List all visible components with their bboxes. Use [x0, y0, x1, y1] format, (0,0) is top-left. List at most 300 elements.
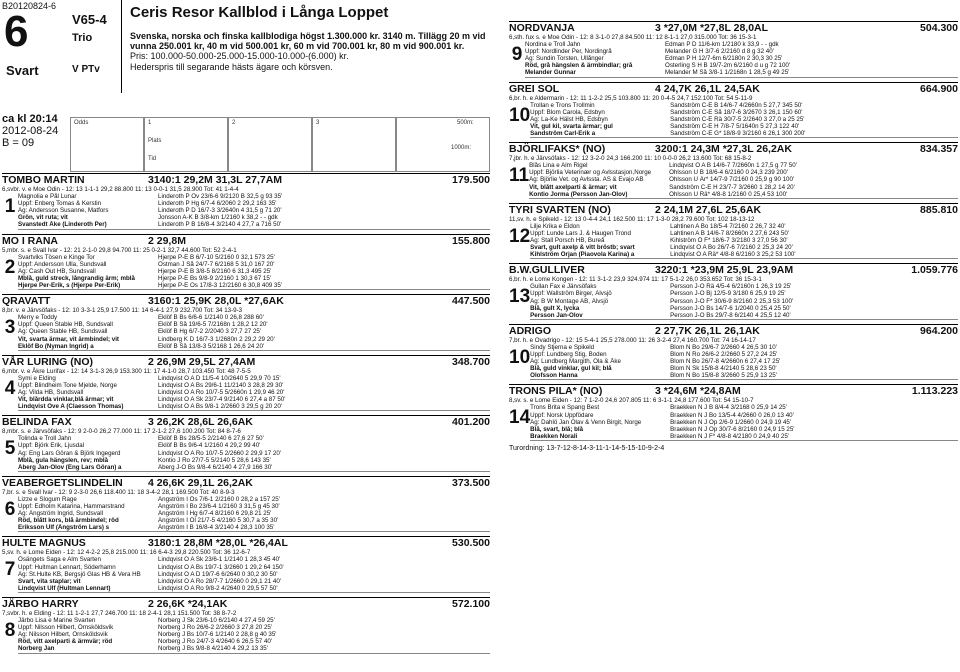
n1-label: 1: [148, 120, 152, 126]
horse-header: [509, 324, 958, 337]
horse-entry: [509, 324, 958, 381]
start-result: Sandström C-E H 23/7-7 3/2660 1 28,2 14 20': [669, 183, 795, 191]
horse-body: [509, 223, 958, 259]
horse-entry: [509, 203, 958, 260]
start-result: Norberg J Sk 23/6-10 6/2140 4 27,4 59 25': [158, 617, 275, 625]
horse-earnings: 530.500: [452, 537, 490, 550]
start-result: Lindqvist O A Sk 23/6-1 1/2140 1 28,3 45 40': [158, 556, 281, 564]
horse-header: [2, 536, 490, 549]
start-row: [18, 624, 490, 631]
start-row: [530, 130, 958, 138]
horse-detail: Vit, blårdda vinklar,blå ärmar; vit: [18, 396, 114, 404]
start-row: [530, 116, 958, 123]
horse-record: 2 27,7K 26,1L 26,1AK: [655, 324, 760, 337]
horse-detail: Hjerpe Per-Erik, s (Hjerpe Per-Erik): [18, 282, 121, 290]
start-result: Ängström I Bo 23/6-4 1/2160 3 31,5 g 45 30': [158, 503, 280, 510]
start-result: Lindqvist O A Ro 10/7-5 2/2660 2 29,9 17 20': [158, 449, 281, 457]
horse-header: [509, 384, 958, 397]
start-number: 5: [4, 438, 16, 460]
start-result: Eklöf B Så 13/8-3 5/2168 1 26,6 24 20': [158, 342, 265, 350]
horse-earnings: 1.059.776: [911, 264, 958, 277]
horse-detail: Lilje Krika e Eldon: [530, 222, 580, 230]
horse-detail: Eklöf Bo (Nyman Ingrid) a: [18, 342, 94, 350]
horse-detail: Symi e Elding: [18, 374, 56, 382]
start-row: [530, 351, 958, 358]
start-row: [530, 290, 958, 297]
start-result: Lindqvist O A Ro 9/8-2 4/2640 0 29,5 57 50': [158, 584, 278, 592]
horse-detail: Blå, guld vinklar, gul kil; blå: [530, 365, 612, 373]
horse-record: 3200:1 24,3M *27,3L 26,2AK: [655, 143, 792, 156]
horse-entry: [509, 384, 958, 441]
tid-label: Tid: [148, 156, 157, 162]
start-result: Eklöf B Så 19/6-5 7/2168n 1 28,2 12 20': [158, 321, 268, 329]
horse-stats: 5,sv. h. e Lome Eiden - 12: 12 4-2-2 25,8 215.000 11: 16 6-4-3 29,8 220.500 Tot: 36 12-6-7: [2, 549, 251, 557]
start-row: [18, 503, 490, 510]
start-result: Lahtinen A Bo 18/5-4 7/2160 2 26,7 32 40': [670, 222, 786, 230]
horse-entry: [2, 173, 490, 230]
horse-stats: 8,sv. s. e Lome Eiden - 12: 7 1-2-0 24,6 207.805 11: 6 3-1-1 24,8 177.600 Tot: 54 15-10-7: [509, 397, 754, 405]
start-row: [18, 645, 490, 653]
horse-earnings: 964.200: [920, 324, 958, 337]
start-result: Ängström I B 16/8-4 3/2140 4 28,3 100 35': [158, 524, 275, 532]
horse-entry: [2, 536, 490, 593]
start-row: [18, 496, 490, 503]
horse-record: 3140:1 29,2M 31,3L 27,7AM: [148, 174, 283, 186]
horse-column-left: [2, 173, 490, 658]
horse-name: VEABERGETSLINDELIN: [2, 476, 123, 489]
start-result: Melander M Så 3/8-1 1/2168n 1 28,5 g 49 25': [665, 69, 790, 77]
start-row: [525, 48, 958, 55]
horse-record: 2 26,6K *24,1AK: [148, 597, 228, 610]
horse-earnings: 155.800: [452, 234, 490, 247]
start-row: [18, 396, 490, 403]
n2-box: [228, 117, 312, 172]
horse-record: 3 26,2K 28,6L 26,6AK: [148, 416, 253, 429]
start-result: Blom N Bo 26/7-8 4/2660n 6 27,4 17 25': [670, 358, 781, 366]
horse-detail: Grön, vit ruta; vit: [18, 214, 68, 222]
horse-entry: [2, 234, 490, 291]
horse-body: [509, 404, 958, 440]
start-result: Persson J-O Bs 14/7-6 1/2040 0 25,4 25 50': [670, 304, 791, 312]
horse-detail: Mblå, gula hängslen, rev; mblå: [18, 456, 109, 464]
start-row: [530, 412, 958, 419]
horse-header: [2, 355, 490, 368]
start-result: Norberg J Bs 10/7-6 1/2140 2 28,8 g 40 35': [158, 631, 277, 639]
horse-earnings: 504.300: [920, 22, 958, 34]
start-row: [18, 261, 490, 268]
horse-detail: Ösängets Saga e Alm Svarten: [18, 556, 101, 564]
horse-detail: Uppf: Björk Erik, Ljusdal: [18, 442, 85, 450]
horse-header: [2, 234, 490, 247]
start-number: 1: [4, 196, 16, 218]
start-result: Ohlsson U B 18/6-4 6/2160 0 24,3 239 200': [669, 169, 788, 177]
horse-detail: Blås Lina e Alm Rigel: [529, 162, 588, 170]
horse-body: [2, 314, 490, 350]
horse-detail: Vit, svarta ärmar, vit ärmbindel; vit: [18, 335, 119, 343]
race-date: 2012-08-24: [2, 125, 59, 137]
horse-detail: Uppf: Enberg Tomas & Kerstin: [18, 200, 102, 208]
start-result: Edman P H 12/7-6m 6/2180n 2 30,3 30 25': [665, 55, 783, 63]
horse-name: QRAVATT: [2, 295, 51, 308]
horse-earnings: 179.500: [452, 174, 490, 186]
horse-entry: [2, 355, 490, 412]
horse-name: TYRI SVARTEN (NO): [509, 203, 611, 216]
horse-record: 3 *27,0M *27,8L 28,0AL: [655, 22, 769, 34]
start-number: 11: [509, 165, 530, 187]
start-result: Persson J-O Bj 12/5-9 3/180 6 25,9 19 25': [670, 290, 786, 298]
horse-detail: Tolinda e Troll Jahn: [18, 435, 72, 443]
horse-earnings: 572.100: [452, 597, 490, 610]
horse-name: VÅR LURING (NO): [2, 355, 93, 368]
horse-detail: Äg: Nilsson Hilbert, Örnsköldsvik: [18, 631, 108, 639]
start-row: [530, 251, 958, 259]
horse-name: BELINDA FAX: [2, 416, 72, 429]
start-result: Lindqvist O A Ro 28/7-7 1/2660 0 29,1 21 40': [158, 577, 281, 585]
horse-detail: Persson Jan-Olov: [530, 311, 583, 319]
start-result: Persson J-O F* 30/6-9 8/2160 2 25,3 53 100': [670, 297, 794, 305]
game-type: Trio: [72, 32, 93, 44]
start-result: Lindqvist O A B 14/6-7 7/2660n 1 27,5 g 77 50': [669, 162, 797, 170]
n2-label: 2: [232, 120, 236, 126]
start-row: [18, 510, 490, 517]
horse-record: 3 *24,6M *24,8AM: [655, 385, 741, 398]
horse-detail: Äg: Dahlö Jan Olav & Venn Birgit, Norge: [530, 418, 642, 426]
horse-name: HULTE MAGNUS: [2, 537, 86, 550]
race-id: B20120824-6: [2, 1, 57, 11]
horse-detail: Melander Gunnar: [525, 69, 576, 77]
horse-detail: Uppf: Lunde Lars J. & Haugen Trond: [530, 229, 631, 237]
start-row: [18, 193, 490, 200]
horse-detail: Trollan e Trons Trollmin: [530, 101, 595, 109]
start-result: Lindqvist O A Bs 29/6-1 11/2140 3 28,8 29 30': [158, 381, 284, 389]
horse-detail: Braekken Norali: [530, 432, 578, 440]
start-row: [525, 41, 958, 48]
horse-name: ADRIGO: [509, 324, 551, 337]
horse-name: TRONS PILA* (NO): [509, 385, 603, 398]
horse-detail: Gullan Fax e Järvsöfaks: [530, 283, 597, 291]
start-result: Norberg J Bs 9/8-8 4/2140 4 29,2 13 35': [158, 645, 268, 653]
horse-record: 2 24,1M 27,6L 25,6AK: [655, 203, 762, 216]
start-row: [530, 237, 958, 244]
start-result: Östman J Så 24/7-7 6/2168 5 31,0 167 20': [158, 260, 275, 268]
horse-body: [2, 375, 490, 411]
start-row: [18, 268, 490, 275]
game-code: V65-4: [72, 12, 107, 27]
race-b: B = 09: [2, 137, 35, 149]
horse-header: [509, 142, 958, 155]
start-number: 7: [4, 559, 16, 581]
start-row: [18, 254, 490, 261]
plats-box: [144, 117, 228, 172]
start-number: 6: [4, 498, 16, 520]
n3-label: 3: [316, 120, 320, 126]
horse-column-right: [509, 21, 958, 452]
horse-name: MO I RANA: [2, 234, 58, 247]
start-number: 3: [4, 317, 16, 339]
horse-detail: Olofsson Hanna: [530, 372, 578, 380]
start-row: [18, 207, 490, 214]
start-row: [529, 162, 958, 169]
start-row: [530, 230, 958, 237]
horse-lines: [530, 102, 958, 138]
start-row: [18, 556, 490, 563]
start-row: [530, 312, 958, 320]
split-box: [396, 117, 490, 172]
horse-record: 2 26,9M 29,5L 27,4AM: [148, 355, 256, 368]
horse-detail: Uppf: Nordlinder Per, Nordingrå: [525, 48, 612, 56]
start-result: Blom N Sk 15/8-8 4/2140 5 28,6 23 50': [670, 365, 777, 373]
race-conditions: Svenska, norska och finska kallblodiga högst 1.300.000 kr. 3140 m. Tillägg 20 m vid vunna 250.001 kr, 40 m vid 500.001 kr, 60 m vid 700.001 kr, 80 m vid 900.001 kr.: [130, 31, 486, 52]
horse-header: [2, 294, 490, 307]
horse-detail: Uppf: Lundberg Stig, Boden: [530, 351, 607, 358]
horse-detail: Uppf: Blindheim Tone Mjelde, Norge: [18, 381, 117, 389]
game-ptv: V PTv: [72, 64, 100, 75]
start-row: [530, 358, 958, 365]
horse-lines: [530, 283, 958, 319]
horse-entry: [2, 476, 490, 533]
race-info: [2, 113, 58, 149]
start-row: [530, 102, 958, 109]
start-row: [18, 282, 490, 290]
start-row: [18, 343, 490, 351]
horse-lines: [18, 375, 490, 411]
start-row: [530, 244, 958, 251]
start-result: Jonsson A-K B 3/8-km 1/2160 k 38,2 - - gdk: [158, 214, 278, 222]
horse-lines: [529, 162, 958, 198]
horse-entry: [509, 82, 958, 139]
horse-detail: Äg: Vilda HB, Sundsvall: [18, 388, 84, 396]
m500-label: 500m:: [457, 120, 474, 126]
race-number: 6: [4, 7, 29, 56]
start-result: Blom N Ro 26/6-2 2/2660 5 27,2 24 25': [670, 351, 778, 358]
horse-record: 4 24,7K 26,1L 24,5AK: [655, 82, 760, 95]
start-result: Hjerpe P-E B 6/7-10 5/2160 0 32,1 573 25': [158, 253, 275, 261]
horse-header: [509, 203, 958, 216]
horse-earnings: 885.810: [920, 203, 958, 216]
start-number: 9: [511, 44, 523, 66]
horse-lines: [18, 496, 490, 532]
race-prizes: Pris: 100.000-50.000-25.000-15.000-10.000-(6.000) kr.: [130, 51, 349, 62]
horse-detail: Uppf: Edholm Katarina, Hammarstrand: [18, 503, 125, 510]
horse-detail: Eriksson Ulf (Ängström Lars) s: [18, 524, 110, 532]
horse-body: [509, 283, 958, 319]
start-result: Hjerpe P-E Os 17/8-3 12/2160 6 30,8 409 35': [158, 282, 282, 290]
horse-detail: Svart, vita staplar; vit: [18, 577, 81, 585]
start-row: [530, 372, 958, 380]
horse-stats: 11,sv. h. e Spikeld - 12: 13 0-4-4 24,1 162.500 11: 17 1-3-0 28,2 79.600 Tot: 102 18-13-12: [509, 215, 755, 223]
horse-detail: Vit, gul kil, svarta ärmar; gul: [530, 122, 613, 130]
horse-detail: Sandström Carl-Erik a: [530, 130, 596, 138]
start-row: [530, 305, 958, 312]
start-row: [529, 169, 958, 176]
horse-detail: Röd, grå hängslen & ärmbindlar; grå: [525, 62, 633, 70]
horse-detail: Uppf: Queen Stable HB, Sundsvall: [18, 321, 113, 329]
start-result: Ohlsson U Rä* 4/8-8 1/2160 0 25,4 53 100': [669, 190, 788, 198]
start-result: Linderoth P B 16/8-4 3/2140 4 27,7 a 716 50': [158, 221, 282, 229]
start-result: Lindqvist O A D 11/5-4 10/2640 5 29,9 70 15': [158, 374, 281, 382]
start-number: 13: [509, 286, 531, 308]
start-number: 10: [509, 346, 531, 368]
start-row: [18, 200, 490, 207]
horse-detail: Svart, gult axelp & vitt bröstb; svart: [530, 244, 635, 252]
odds-box: [70, 117, 144, 172]
horse-detail: Äg: Sundin Torsten, Ullånger: [525, 55, 604, 63]
horse-detail: Svartviks Tösen e Kinge Tor: [18, 253, 95, 261]
horse-detail: Röd, vitt axelparti & ärmvär; röd: [18, 638, 113, 646]
horse-detail: Äg: Cash Out HB, Sundsvall: [18, 267, 96, 275]
horse-detail: Uppf: Wallström Birger, Älvsjö: [530, 290, 612, 298]
start-result: Österling S H B 19/7-2m 6/2160 d u g 72 100': [665, 62, 791, 70]
horse-detail: Uppf: Blom Carola, Edsbyn: [530, 108, 605, 116]
horse-header: [2, 597, 490, 610]
horse-detail: Uppf: Andersson Ulla, Sundsvall: [18, 260, 107, 268]
horse-detail: Vit, blått axelparti & ärmar; vit: [529, 183, 617, 191]
start-row: [18, 464, 490, 472]
horse-name: BJÖRLIFAKS* (NO): [509, 143, 606, 156]
start-result: Sandström C-E G* 18/8-9 3/2160 6 26,1 300 200': [670, 130, 806, 138]
start-row: [530, 109, 958, 116]
start-result: Norberg J Ro 24/7-3 4/2640 6 26,5 57 40': [158, 638, 273, 646]
horse-detail: Nordina e Troll Jahn: [525, 41, 581, 49]
horse-body: [509, 162, 958, 198]
horse-name: TOMBO MARTIN: [2, 174, 85, 186]
horse-earnings: 348.700: [452, 355, 490, 368]
start-result: Blom N Bo 29/6-7 2/2660 4 26,5 30 10': [670, 343, 777, 351]
start-number: 4: [4, 377, 16, 399]
start-row: [18, 457, 490, 464]
start-row: [18, 403, 490, 411]
start-result: Lindqvist O A Rä* 4/8-8 6/2160 3 25,2 53 100': [670, 251, 796, 259]
start-row: [529, 184, 958, 191]
horse-detail: Uppf: Nilsson Hilbert, Örnsköldsvik: [18, 624, 114, 632]
start-result: Braekken N J Op 30/7-6 8/2160 0 24,9 15 25': [670, 425, 795, 433]
start-result: Sandström C-E Så 18/7-6 3/2670 3 26,1 150 60': [670, 108, 803, 116]
horse-stats: 6,mbr. v. e Åkre Lurifax - 12: 14 3-1-3 26,9 153.300 11: 17 4-1-0 28,7 103.450 Tot: 48 7-5-5: [2, 367, 251, 375]
start-row: [18, 631, 490, 638]
turordning: Turordning: 13-7-12-8-14-3-11-1-14-5-15-10-9-2-4: [509, 444, 665, 452]
start-result: Persson J-O Bs 29/7-8 6/2140 4 25,5 12 40': [670, 311, 791, 319]
horse-stats: 7,br. s. e Svall Ivar - 12: 9 2-3-0 26,6 118.400 11: 18 3-4-2 28,1 169.500 Tot: 40 8-9-3: [2, 488, 235, 496]
horse-earnings: 373.500: [452, 476, 490, 489]
start-row: [18, 617, 490, 624]
horse-entry: [509, 21, 958, 78]
horse-name: B.W.GULLIVER: [509, 264, 585, 277]
start-result: Lindqvist O A Sk 23/7-4 9/2140 6 27,4 a 87 50': [158, 396, 286, 404]
horse-lines: [18, 435, 490, 471]
horse-detail: Svanstedt Åke (Linderoth Per): [18, 221, 107, 229]
horse-detail: Järbo Lisa e Marine Svarten: [18, 617, 96, 625]
start-row: [18, 336, 490, 343]
horse-header: [509, 263, 958, 276]
horse-detail: Norberg Jan: [18, 645, 55, 653]
horse-detail: Sindy Stjerna e Spikeld: [530, 343, 595, 351]
horse-header: [509, 21, 958, 34]
horse-stats: 8,br. v. e Järvsöfaks - 12: 10 3-3-1 25,9 17.500 11: 14 6-4-1 27,9 232.700 Tot: 34 13-9-3: [2, 307, 243, 315]
horse-detail: Äg: Björlie Vet. og Avlssta. AS & Evajo AB: [529, 176, 644, 184]
start-result: Lindqvist O A Bo 26/7-6 7/2160 2 25,3 24 20': [670, 244, 793, 252]
start-result: Lindqvist O A Bs 19/7-1 3/2660 1 29,2 64 150': [158, 563, 284, 571]
start-result: Kontio J Ro 27/7-5 5/2140 5 28,6 143 35': [158, 456, 271, 464]
horse-earnings: 834.357: [920, 143, 958, 156]
start-row: [18, 638, 490, 645]
start-row: [18, 314, 490, 321]
horse-detail: Äg: Stall Porsch HB, Bureå: [530, 236, 605, 244]
horse-body: [2, 435, 490, 471]
horse-detail: Mblå, guld streck, långrandig ärm; mblå: [18, 274, 135, 282]
start-result: Edman P D 11/6-km 1/2180 k 33,9 - - gdk: [665, 41, 779, 49]
start-result: Melander G H 3/7-6 2/2160 d 8 g 32 40': [665, 48, 774, 56]
horse-name: GREI SOL: [509, 82, 560, 95]
start-row: [18, 517, 490, 524]
start-row: [18, 564, 490, 571]
start-row: [18, 450, 490, 457]
start-row: [530, 298, 958, 305]
horse-stats: 7,jbr. h. e Järvsöfaks - 12: 12 3-2-0 24,3 166.200 11: 10 0-0-0 26,2 13.600 Tot: 68 15-8-2: [509, 155, 752, 163]
start-row: [18, 578, 490, 585]
horse-stats: 6,br. h. e Lome Kongen - 12: 11 3-1-2 23,9 324.974 11: 17 5-1-2 26,0 353.652 Tot: 36 15-3-1: [509, 276, 762, 284]
horse-detail: Lizze e Slogum Rage: [18, 495, 77, 503]
horse-lines: [525, 41, 958, 77]
start-row: [530, 123, 958, 130]
horse-detail: Blå, gult X, lycka: [530, 304, 580, 312]
start-row: [530, 223, 958, 230]
n3-box: [312, 117, 396, 172]
horse-entry: [2, 294, 490, 351]
horse-earnings: 447.500: [452, 295, 490, 308]
horse-detail: Äg: La-Ke Hälst HB, Edsbyn: [530, 115, 608, 123]
horse-stats: 8,mbr. s. e Järvsöfaks - 12: 9 2-0-0 26,2 77.000 11: 17 2-1-2 27,6 100.200 Tot: 84 8-7-6: [2, 428, 241, 436]
start-result: Linderoth P Ov 23/6-6 9/2120 B 32,5 g 93 35': [158, 193, 283, 201]
start-result: Lindberg K D 16/7-3 1/2680n 2 29,2 29 20': [158, 335, 275, 343]
horse-detail: Äg: Ängström Ingrid, Sundsvall: [18, 510, 103, 518]
start-result: Lahtinen A B 14/6-7 8/2660n 2 27,6 243 50': [670, 229, 789, 237]
race-honor: Hederspris till segarande hästs ägare och körsven.: [130, 61, 333, 72]
horse-detail: Röd, blått kors, blå ärmbindel; röd: [18, 517, 119, 525]
start-row: [525, 55, 958, 62]
start-result: Norberg J Ro 26/6-2 2/2660 3 27,8 20 25': [158, 624, 273, 632]
horse-detail: Äg: Eng Lars Göran & Björk Ingegerd: [18, 449, 121, 457]
start-result: Äberg J-O Bs 9/8-4 6/2140 4 27,9 166 30': [158, 463, 273, 471]
horse-stats: 6,br. h. e Aldermarin - 12: 11 1-2-2 25,5 103.800 11: 20 0-4-5 24,7 152.100 Tot: 54 5-11-9: [509, 94, 753, 102]
start-result: Braekken N J Bo 13/5-4 4/2660 0 26,0 13 40': [670, 411, 794, 419]
horse-detail: Äg: Andersson Susanne, Matfors: [18, 207, 109, 215]
horse-body: [2, 496, 490, 532]
horse-entry: [509, 263, 958, 320]
start-result: Lindqvist O A Ro 10/7-5 5/2660n 1 29,9 46 20': [158, 388, 285, 396]
horse-list-right: [509, 21, 958, 441]
start-row: [18, 585, 490, 593]
start-result: Braekken N J B 8/4-4 3/2168 0 25,9 14 25': [670, 404, 787, 412]
horse-body: [2, 556, 490, 592]
start-number: 10: [509, 104, 531, 126]
start-number: 14: [509, 407, 531, 429]
horse-name: JÄRBO HARRY: [2, 597, 79, 610]
start-result: Eklöf B Bs 9/6-4 1/2160 4 29,2 99 40': [158, 442, 261, 450]
start-result: Lindqvist O A D 19/7-6 6/2640 0 30,2 30 50': [158, 570, 278, 578]
horse-body: [2, 254, 490, 290]
start-result: Blom N Bo 15/8-8 3/2660 5 25,9 13 25': [670, 372, 777, 380]
start-row: [18, 214, 490, 221]
horse-detail: Äg: Lundberg Margith, Ola & Åke: [530, 358, 621, 366]
horse-detail: Uppf: Björlia Veterinær og Avlsstasjon,Norge: [529, 169, 652, 177]
horse-detail: Merry e Toddy: [18, 314, 58, 322]
horse-name: NORDVANJA: [509, 22, 575, 34]
horse-body: [2, 617, 490, 653]
start-result: Hjerpe P-E B 3/8-5 8/2160 6 31,3 495 25': [158, 267, 272, 275]
horse-record: 3180:1 28,8M *28,0L *26,4AL: [148, 537, 288, 550]
start-row: [529, 176, 958, 183]
horse-detail: Äg: Queen Stable HB, Sundsvall: [18, 328, 108, 336]
